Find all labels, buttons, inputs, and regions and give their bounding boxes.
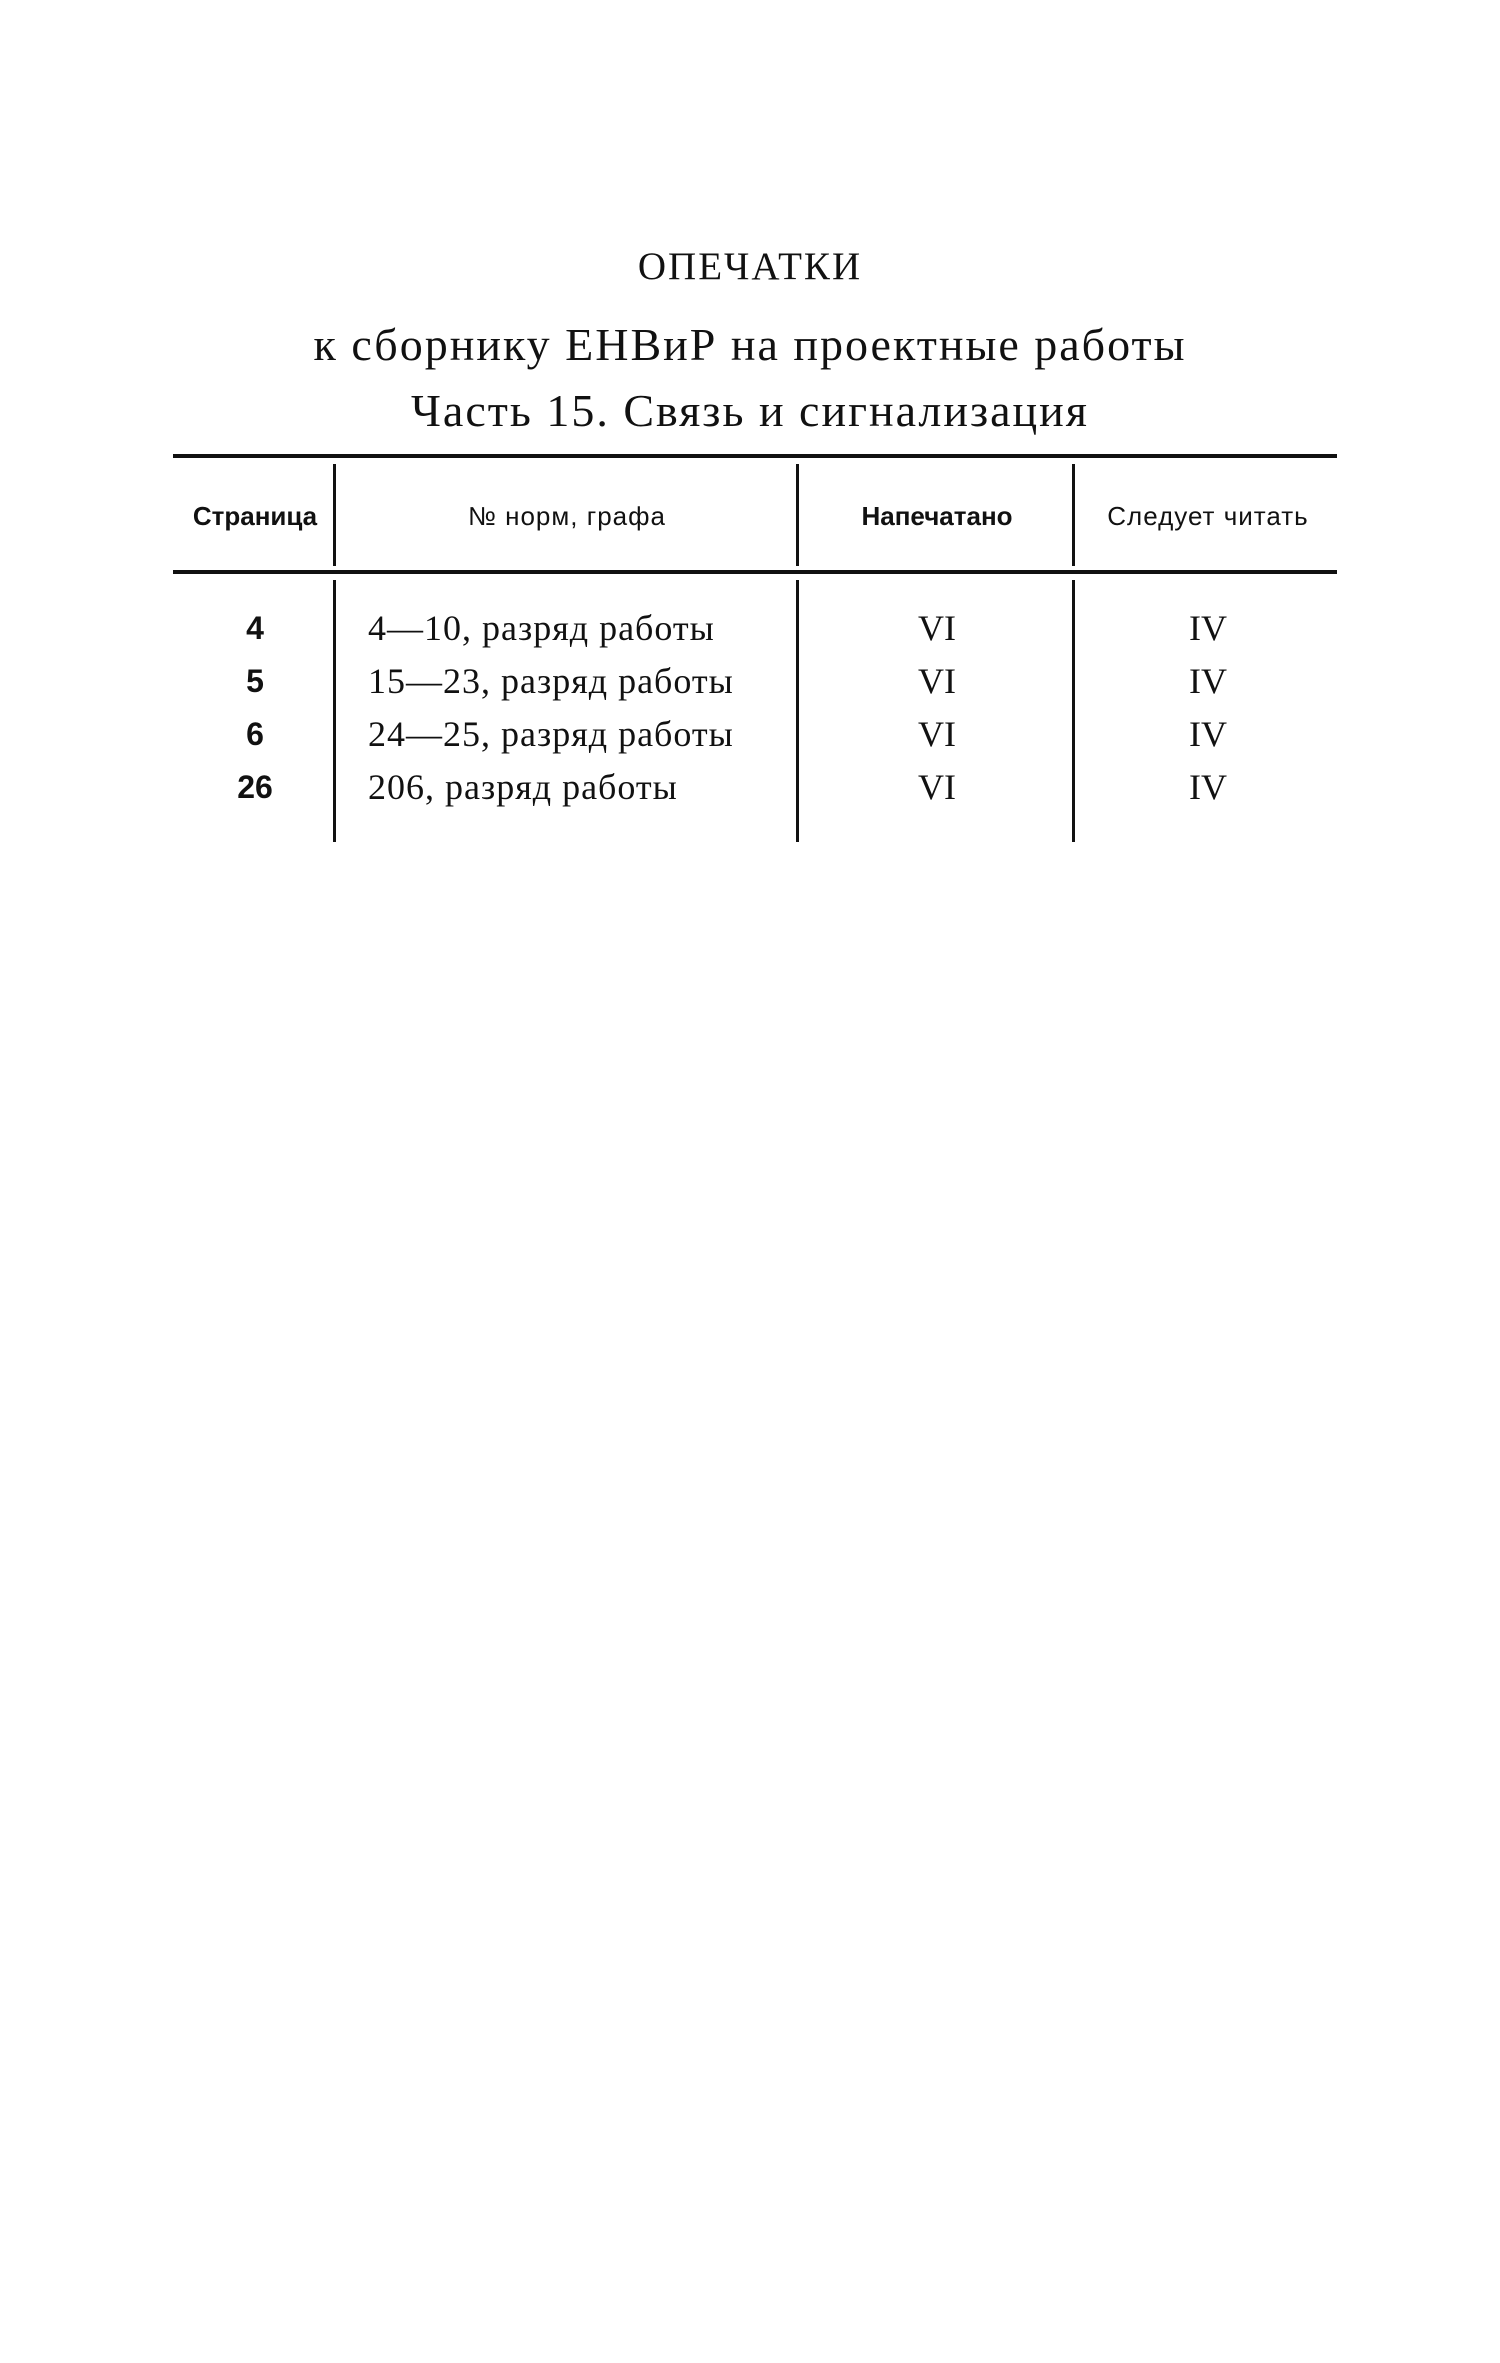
errata-title: ОПЕЧАТКИ [637, 245, 863, 288]
cell-should-read: IV [1189, 608, 1227, 648]
column-header-norm: № норм, графа [468, 501, 666, 531]
part-title: Часть 15. Связь и сигнализация [411, 385, 1089, 436]
cell-norm: 15—23, разряд работы [368, 661, 734, 701]
cell-should-read: IV [1189, 767, 1227, 807]
cell-page: 5 [246, 663, 264, 699]
header-divider [333, 464, 336, 566]
cell-page: 26 [237, 769, 273, 805]
cell-norm: 24—25, разряд работы [368, 714, 734, 754]
cell-printed: VI [918, 608, 956, 648]
header-divider [796, 464, 799, 566]
table-row [0, 707, 1500, 761]
cell-norm: 206, разряд работы [368, 767, 678, 807]
cell-printed: VI [918, 714, 956, 754]
cell-norm: 4—10, разряд работы [368, 608, 715, 648]
cell-should-read: IV [1189, 714, 1227, 754]
cell-printed: VI [918, 661, 956, 701]
column-header-page: Страница [192, 501, 318, 531]
cell-printed: VI [918, 767, 956, 807]
column-header-should-read: Следует читать [1107, 501, 1309, 531]
column-header-printed: Напечатано [861, 501, 1013, 531]
cell-page: 4 [246, 610, 264, 646]
table-row [0, 654, 1500, 708]
table-top-rule [173, 454, 1337, 458]
cell-page: 6 [246, 716, 264, 752]
collection-subtitle: к сборнику ЕНВиР на проектные работы [313, 319, 1187, 370]
header-divider [1072, 464, 1075, 566]
table-row [0, 760, 1500, 814]
table-row [0, 601, 1500, 655]
table-header-rule [173, 570, 1337, 574]
cell-should-read: IV [1189, 661, 1227, 701]
